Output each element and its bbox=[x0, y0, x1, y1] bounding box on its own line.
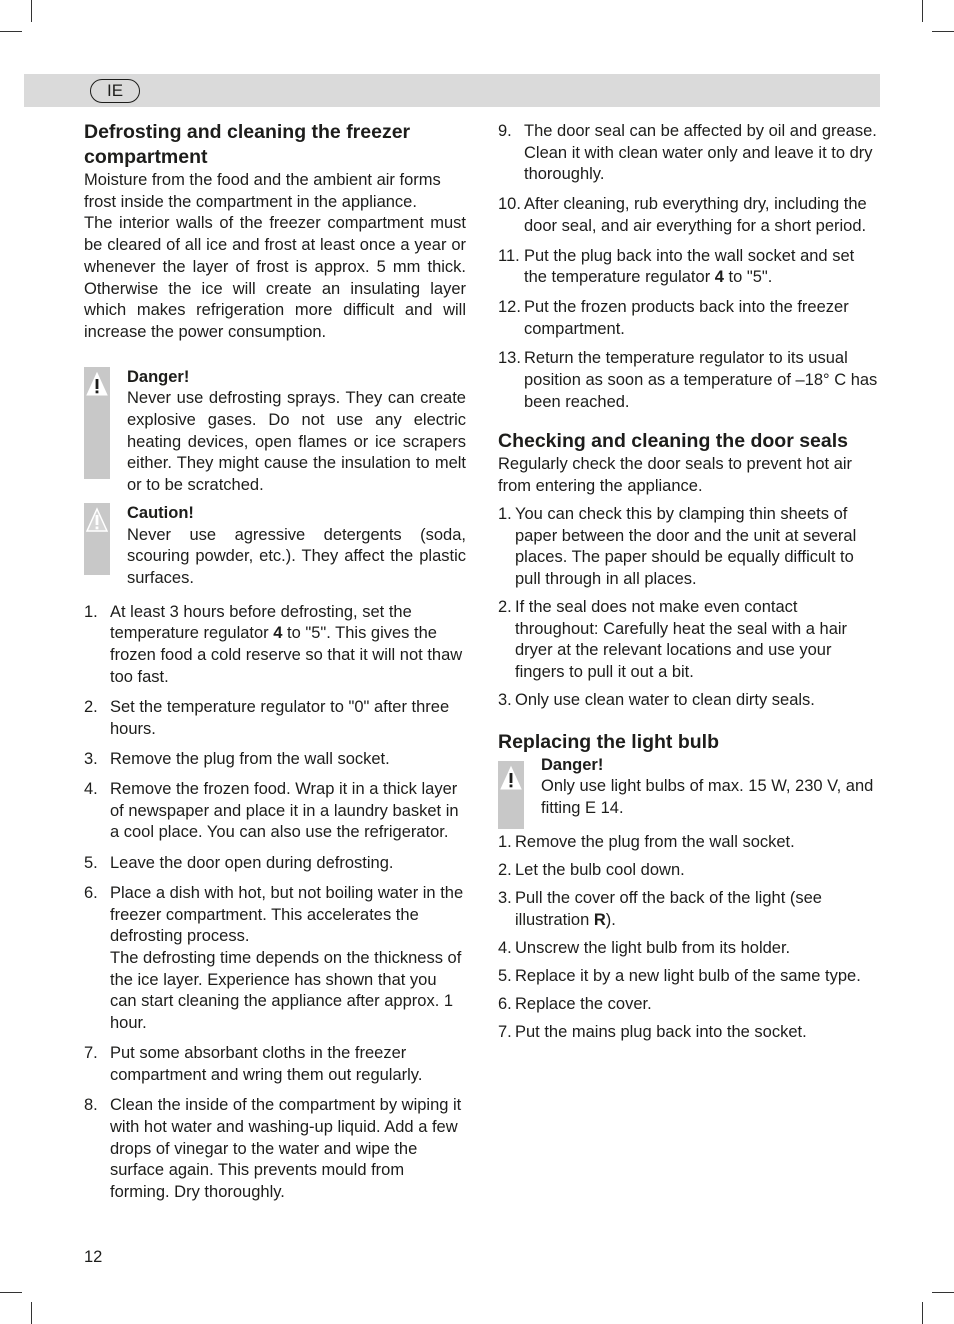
intro-paragraph: The interior walls of the freezer compartment must be cleared of all ice and frost at least once a year or whenever the layer of frost is approx. 5 mm thick. Otherwise the ice will create an insulating layer which makes refrigeration more difficult and will increase the power consumption. bbox=[84, 214, 466, 341]
header-bar bbox=[24, 74, 880, 107]
list-item: 9. The door seal can be affected by oil and grease. Clean it with clean water only and leave it to dry thoroughly. bbox=[498, 122, 877, 184]
section-title-defrosting: Defrosting and cleaning the freezer compartment bbox=[84, 121, 411, 168]
crop-mark bbox=[0, 1292, 22, 1293]
danger-notice bbox=[498, 755, 881, 820]
list-item: 3. Pull the cover off the back of the light (see illustration R). bbox=[498, 888, 822, 929]
list-item: 13. Return the temperature regulator to its usual position as soon as a temperature of –18° C has been reached. bbox=[498, 349, 878, 411]
list-item: 10. After cleaning, rub everything dry, including the door seal, and air everything for a short period. bbox=[498, 195, 867, 235]
caution-title: Caution! bbox=[127, 503, 194, 522]
danger-title: Danger! bbox=[127, 367, 190, 386]
crop-mark bbox=[0, 31, 22, 32]
list-item: 5. Replace it by a new light bulb of the same type. bbox=[498, 966, 861, 985]
warning-triangle-icon bbox=[500, 765, 522, 791]
list-item: 6. Place a dish with hot, but not boiling water in the freezer compartment. This accelerates the defrosting process. The defrosting time depends on the thickness of the ice layer. Experience has shown that you can start cleaning the appliance after approx. 1 hour. bbox=[84, 883, 464, 1033]
list-item: 4. Unscrew the light bulb from its holder. bbox=[498, 938, 791, 957]
section-title-door-seals: Checking and cleaning the door seals bbox=[498, 430, 849, 453]
caution-notice bbox=[84, 503, 466, 590]
crop-mark bbox=[31, 0, 32, 22]
warning-triangle-icon bbox=[86, 507, 108, 533]
seal-steps bbox=[498, 504, 881, 712]
list-item: 3. Remove the plug from the wall socket. bbox=[84, 749, 390, 768]
danger-title: Danger! bbox=[541, 755, 604, 774]
crop-mark bbox=[922, 0, 923, 22]
crop-mark bbox=[932, 1292, 954, 1293]
seals-intro: Regularly check the door seals to prevent hot air from entering the appliance. bbox=[498, 455, 853, 496]
list-item: 7. Put the mains plug back into the socket. bbox=[498, 1022, 807, 1041]
list-item: 1. Remove the plug from the wall socket. bbox=[498, 832, 795, 851]
warning-triangle-icon bbox=[86, 371, 108, 397]
caution-text: Never use agressive detergents (soda, scouring powder, etc.). They affect the plastic surfaces. bbox=[127, 525, 466, 587]
list-item: 1. You can check this by clamping thin sheets of paper between the door and the unit at several places. The paper should be equally difficult to pull through in all places. bbox=[498, 504, 857, 588]
right-column bbox=[498, 121, 881, 1050]
list-item: 12. Put the frozen products back into the freezer compartment. bbox=[498, 297, 849, 338]
crop-mark bbox=[922, 1302, 923, 1324]
section-title-light-bulb: Replacing the light bulb bbox=[498, 730, 719, 753]
page-number: 12 bbox=[84, 1248, 103, 1266]
intro-paragraph: Moisture from the food and the ambient air forms frost inside the compartment in the appliance. bbox=[84, 171, 441, 211]
defrost-steps bbox=[84, 602, 466, 1204]
list-item: 2. If the seal does not make even contact throughout: Carefully heat the seal with a hair dryer at the relevant locations and use your fingers to pull it out a bit. bbox=[498, 597, 848, 682]
list-item: 5. Leave the door open during defrosting. bbox=[84, 853, 394, 872]
list-item: 4. Remove the frozen food. Wrap it in a thick layer of newspaper and place it in a laundry basket in a cool place. You can also use the refrigerator. bbox=[84, 780, 459, 842]
list-item: 8. Clean the inside of the compartment by wiping it with hot water and washing-up liquid. Add a few drops of vinegar to the water and wipe the surface again. This prevents mould from forming. Dry thoroughly. bbox=[84, 1096, 462, 1202]
crop-mark bbox=[932, 31, 954, 32]
list-item: 7. Put some absorbant cloths in the freezer compartment and wring them out regularly. bbox=[84, 1044, 423, 1085]
bulb-steps bbox=[498, 832, 881, 1043]
language-badge: IE bbox=[90, 79, 140, 103]
list-item: 3. Only use clean water to clean dirty seals. bbox=[498, 691, 815, 710]
list-item: 2. Set the temperature regulator to "0" after three hours. bbox=[84, 697, 450, 738]
list-item: 1. At least 3 hours before defrosting, set the temperature regulator 4 to "5". This gives the frozen food a cold reserve so that it will not thaw too fast. bbox=[84, 602, 463, 686]
danger-text: Never use defrosting sprays. They can create explosive gases. Do not use any electric heating devices, open flames or ice scrapers either. They might cause the insulation to melt or to be scratched. bbox=[127, 389, 466, 495]
danger-text: Only use light bulbs of max. 15 W, 230 V, and fitting E 14. bbox=[541, 777, 874, 818]
defrost-steps-continued bbox=[498, 121, 881, 413]
list-item: 6. Replace the cover. bbox=[498, 994, 652, 1013]
crop-mark bbox=[31, 1302, 32, 1324]
left-column bbox=[84, 120, 466, 1212]
list-item: 11. Put the plug back into the wall socket and set the temperature regulator 4 to "5". bbox=[498, 246, 855, 287]
danger-notice bbox=[84, 367, 466, 497]
list-item: 2. Let the bulb cool down. bbox=[498, 860, 685, 879]
